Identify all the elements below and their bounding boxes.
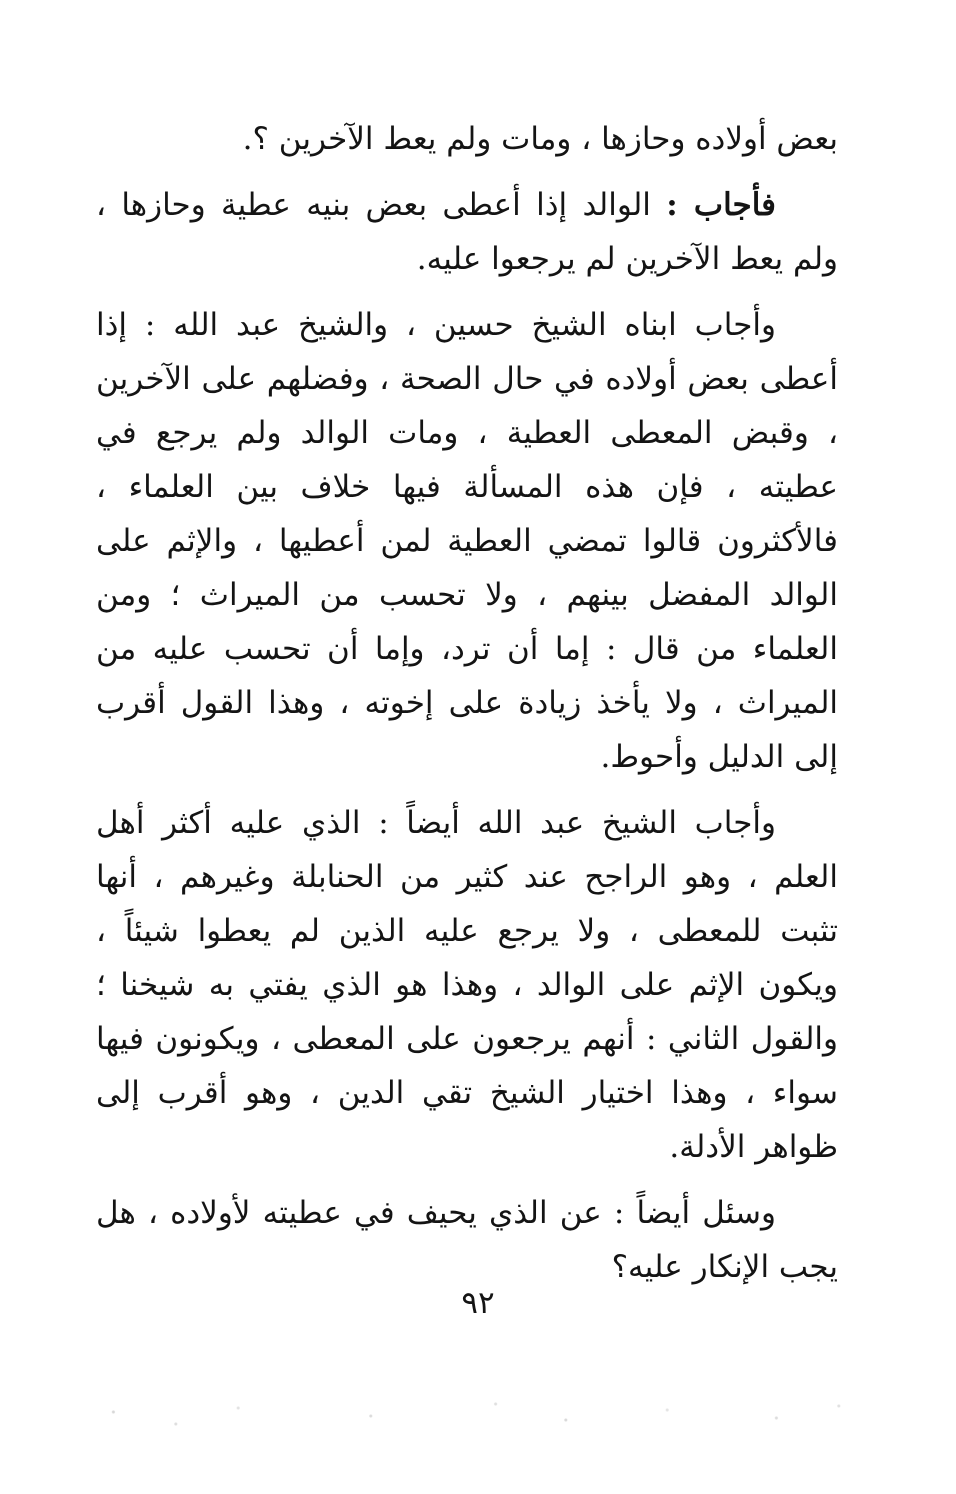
scan-noise [90,1396,870,1436]
paragraph-text: وأجاب الشيخ عبد الله أيضاً : الذي عليه أكثر أهل العلم ، وهو الراجح عند كثير من الحنابلة وغيرهم ، أنها تثبت للمعطى ، ولا يرجع عليه الذين لم يعطوا شيئاً ، ويكون الإثم على الوالد ، وهذا هو الذي يفتي به شيخنا ؛ والقول الثاني : أنهم يرجعون على المعطى ، ويكونون فيها سواء ، وهذا اختيار الشيخ تقي الدين ، وهو أقرب إلى ظواهر الأدلة. [96,805,838,1165]
paragraph-answer [96,178,838,286]
paragraph-text: بعض أولاده وحازها ، ومات ولم يعط الآخرين ؟. [242,121,838,157]
paragraph-text: الوالد إذا أعطى بعض بنيه عطية وحازها ، ولم يعط الآخرين لم يرجعوا عليه. [96,187,838,277]
paragraph-question [96,1186,838,1294]
paragraph-text: وسئل أيضاً : عن الذي يحيف في عطيته لأولاده ، هل يجب الإنكار عليه؟ [96,1195,838,1285]
body-text [96,112,838,1306]
paragraph-abdullah-answer [96,796,838,1174]
paragraph-sons-answer [96,298,838,784]
paragraph-question-end [96,112,838,166]
page-number: ٩٢ [461,1285,495,1321]
paragraph-text: وأجاب ابناه الشيخ حسين ، والشيخ عبد الله : إذا أعطى بعض أولاده في حال الصحة ، وفضلهم على الآخرين ، وقبض المعطى العطية ، ومات الوالد ولم يرجع في عطيته ، فإن هذه المسألة فيها خلاف بين العلماء ، فالأكثرون قالوا تمضي العطية لمن أعطيها ، والإثم على الوالد المفضل بينهم ، ولا تحسب من الميراث ؛ ومن العلماء من قال : إما أن ترد، وإما أن تحسب عليه من الميراث ، ولا يأخذ زيادة على إخوته ، وهذا القول أقرب إلى الدليل وأحوط. [96,307,838,775]
answer-lead: فأجاب : [666,187,776,223]
